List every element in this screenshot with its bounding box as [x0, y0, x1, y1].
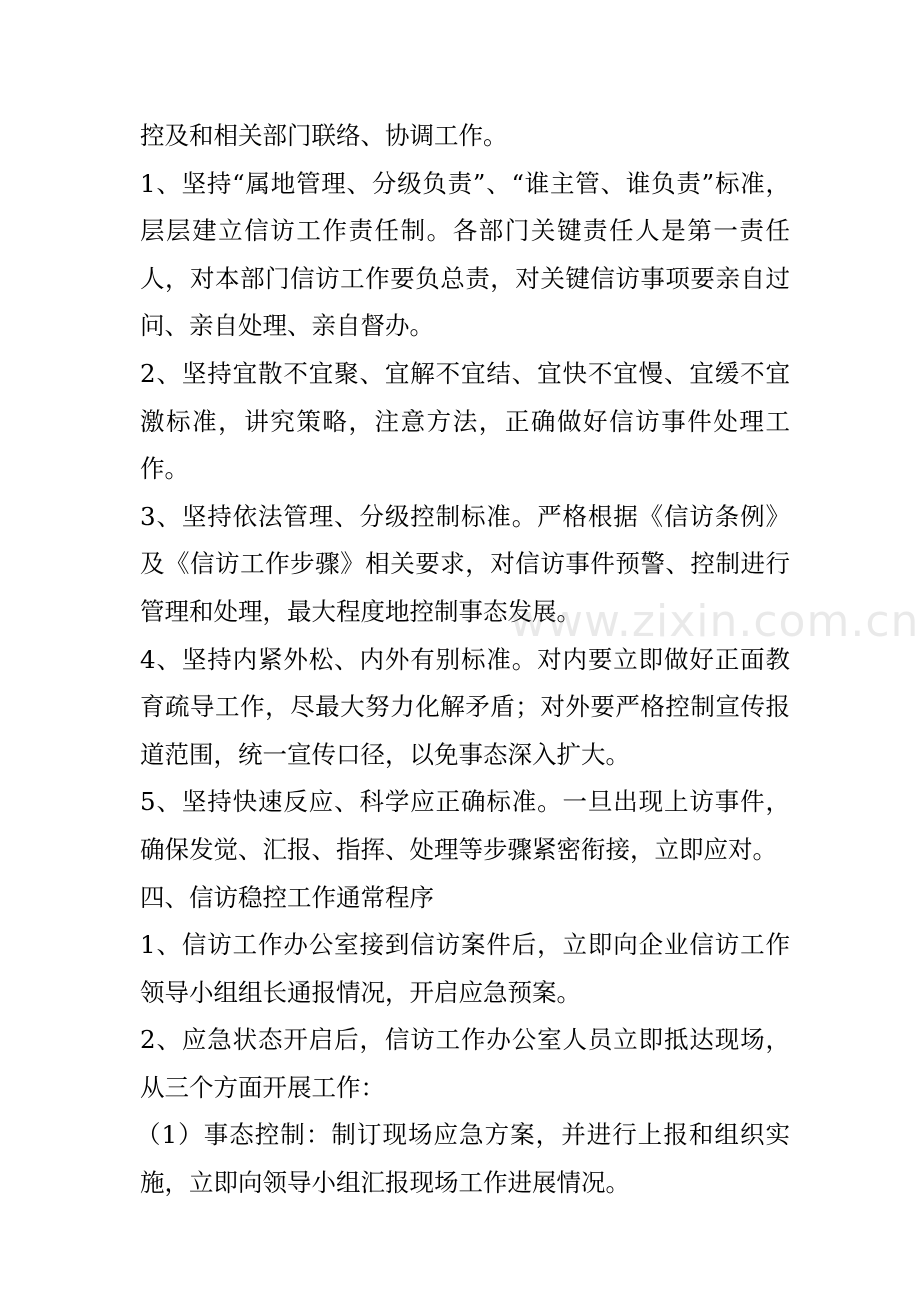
paragraph-item-5: 5、坚持快速反应、科学应正确标准。一旦出现上访事件，确保发觉、汇报、指挥、处理等步骤紧密衔接，立即应对。	[140, 787, 790, 864]
paragraph-item-1: 1、坚持“属地管理、分级负责”、“谁主管、谁负责”标准，层层建立信访工作责任制。各部门关键责任人是第一责任人，对本部门信访工作要负总责，对关键信访事项要亲自过问、亲自处理、亲自督办。	[140, 168, 790, 341]
paragraph-item-4: 4、坚持内紧外松、内外有别标准。对内要立即做好正面教育疏导工作，尽最大努力化解矛盾；对外要严格控制宣传报道范围，统一宣传口径，以免事态深入扩大。	[140, 644, 790, 769]
paragraph-step-2: 2、应急状态开启后，信访工作办公室人员立即抵达现场，从三个方面开展工作：	[140, 1025, 790, 1102]
paragraph-substep-1: （1）事态控制：制订现场应急方案，并进行上报和组织实施，立即向领导小组汇报现场工作进展情况。	[136, 1120, 790, 1198]
paragraph-item-3: 3、坚持依法管理、分级控制标准。严格根据《信访条例》及《信访工作步骤》相关要求，对信访事件预警、控制进行管理和处理，最大程度地控制事态发展。	[140, 501, 790, 626]
paragraph-step-1: 1、信访工作办公室接到信访案件后，立即向企业信访工作领导小组组长通报情况，开启应急预案。	[140, 930, 790, 1007]
watermark-text: www.zixin.com.cn	[510, 596, 920, 647]
paragraph-continuation: 控及和相关部门联络、协调工作。	[140, 121, 508, 150]
paragraph-item-2: 2、坚持宜散不宜聚、宜解不宜结、宜快不宜慢、宜缓不宜激标准，讲究策略，注意方法，正确做好信访事件处理工作。	[140, 358, 790, 484]
document-body	[136, 112, 790, 1207]
section-heading: 四、信访稳控工作通常程序	[140, 882, 434, 912]
